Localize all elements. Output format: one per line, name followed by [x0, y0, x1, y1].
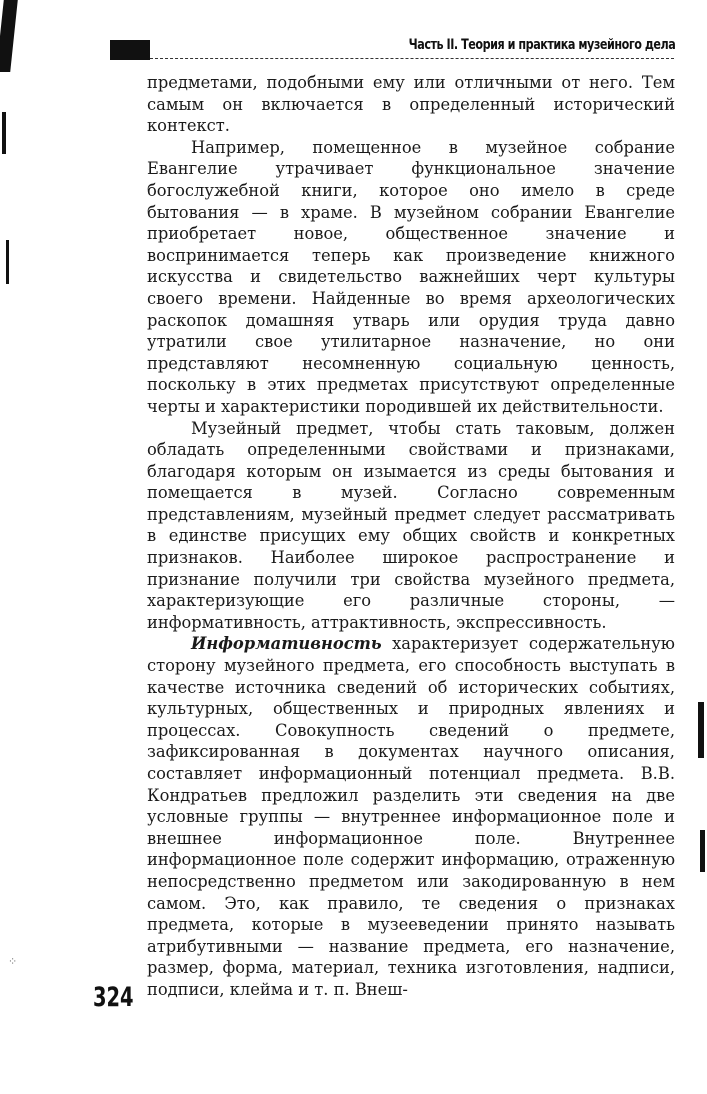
- scan-edge-shadow: [700, 830, 705, 872]
- scan-edge-shadow: [0, 0, 18, 72]
- paragraph-informativeness-text: характеризует содержательную сторону музейного предмета, его способность выступать в качестве источника сведений об исторических событиях, культурных, общественных и природных явлениях и процессах. Совокупность сведений о предмете, зафиксированная в документах научного описания, составляет информационный потенциал предмета. В.В. Кондратьев предложил разделить эти сведения на две условные группы — внутреннее информационное поле и внешнее информационное поле. Внутреннее информационное поле содержит информацию, отраженную непосредственно предметом или закодированную в нем самом. Это, как правило, те сведения о признаках предмета, которые в музееведении принято называть атрибутивными — название предмета, его назначение, размер, форма, материал, техника изготовления, надписи, подписи, клейма и т. п. Внеш-: [147, 634, 675, 999]
- paragraph-museum-object-properties: Музейный предмет, чтобы стать таковым, должен обладать определенными свойствами и признаками, благодаря которым он изымается из среды бытования и помещается в музей. Согласно современным представлениям, музейный предмет следует рассматривать в единстве присущих ему общих свойств и конкретных признаков. Наиболее широкое распространение и признание получили три свойства музейного предмета, характеризующие его различные стороны, — информативность, аттрактивность, экспрессивность.: [147, 418, 675, 632]
- paragraph-continuation: предметами, подобными ему или отличными от него. Тем самым он включается в определенный исторический контекст.: [147, 73, 675, 136]
- term-informativeness: Информативность: [191, 634, 382, 654]
- scan-edge-shadow: [6, 240, 9, 284]
- header-rule: [150, 58, 674, 59]
- scan-speck: ⁘: [8, 955, 18, 968]
- running-head-title: Часть II. Теория и практика музейного дела: [408, 37, 675, 53]
- paragraph-gospel-example: Например, помещенное в музейное собрание Евангелие утрачивает функциональное значение богослужебной книги, которое оно имело в среде бытования — в храме. В музейном собрании Евангелие приобретает новое, общественное значение и воспринимается теперь как произведение книжного искусства и свидетельство важнейших черт культуры своего времени. Найденные во время археологических раскопок домашняя утварь или орудия труда давно утратили свое утилитарное назначение, но они представляют несомненную социальную ценность, поскольку в этих предметах присутствуют определенные черты и характеристики породившей их действительности.: [147, 137, 675, 416]
- header-ornament-block: [110, 40, 150, 60]
- page-number: 324: [93, 982, 134, 1013]
- page-body-text: [147, 72, 675, 1001]
- paragraph-informativeness: [147, 633, 675, 1000]
- scan-edge-shadow: [2, 112, 6, 154]
- scan-edge-shadow: [698, 702, 704, 758]
